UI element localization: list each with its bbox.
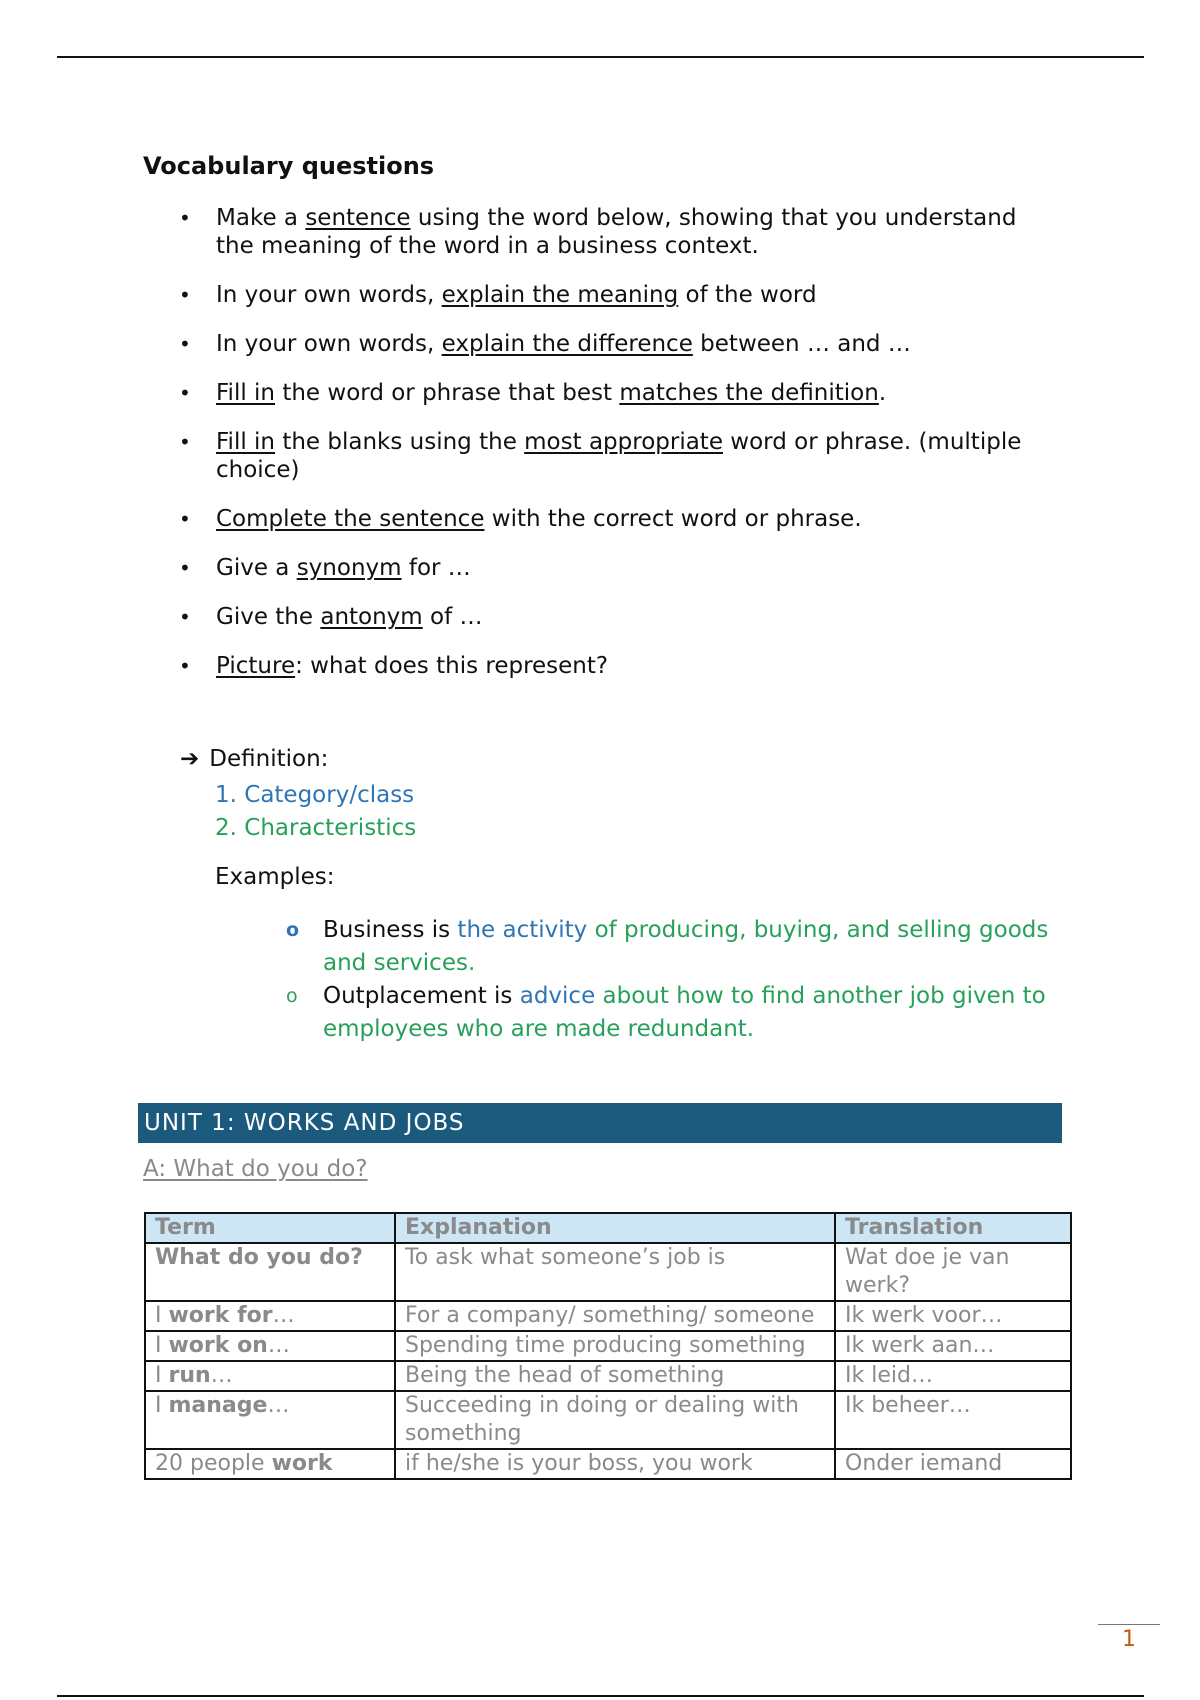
column-header-term: Term bbox=[145, 1213, 395, 1243]
examples-list bbox=[286, 914, 1076, 1046]
table-row bbox=[145, 1243, 1071, 1301]
bullet-icon: • bbox=[179, 654, 191, 678]
term-cell: I manage… bbox=[145, 1391, 395, 1449]
explanation-cell: For a company/ something/ someone bbox=[395, 1301, 835, 1331]
term-cell: I work on… bbox=[145, 1331, 395, 1361]
example-item: o Outplacement is advice about how to find another job given to employees who are made redundant. bbox=[286, 980, 1076, 1046]
translation-cell: Ik werk aan… bbox=[835, 1331, 1071, 1361]
bullet-icon: • bbox=[179, 605, 191, 629]
definition-part-category: 1. Category/class bbox=[215, 782, 415, 808]
definition-label: ➔ Definition: bbox=[180, 746, 329, 772]
list-item: • Make a sentence using the word below, showing that you understand the meaning of the word in a business context. bbox=[179, 205, 1017, 259]
section-heading: A: What do you do? bbox=[143, 1156, 368, 1182]
bullet-icon: • bbox=[179, 283, 191, 307]
table-row bbox=[145, 1301, 1071, 1331]
vocabulary-table bbox=[144, 1212, 1072, 1480]
column-header-translation: Translation bbox=[835, 1213, 1071, 1243]
bullet-icon: • bbox=[179, 430, 191, 454]
table-header-row bbox=[145, 1213, 1071, 1243]
unit-title-bar: UNIT 1: WORKS AND JOBS bbox=[138, 1103, 1062, 1143]
translation-cell: Wat doe je van werk? bbox=[835, 1243, 1071, 1301]
list-item: • Give a synonym for … bbox=[179, 555, 471, 581]
list-item: • In your own words, explain the meaning of the word bbox=[179, 282, 817, 308]
circle-bullet-icon: o bbox=[286, 985, 298, 1007]
list-item: • Fill in the blanks using the most appropriate word or phrase. (multiple choice) bbox=[179, 429, 1022, 483]
table-row bbox=[145, 1361, 1071, 1391]
bullet-icon: • bbox=[179, 556, 191, 580]
bullet-icon: • bbox=[179, 381, 191, 405]
explanation-cell: Being the head of something bbox=[395, 1361, 835, 1391]
list-item: • Give the antonym of … bbox=[179, 604, 483, 630]
definition-parts bbox=[215, 779, 416, 845]
table-row bbox=[145, 1391, 1071, 1449]
list-item: • Picture: what does this represent? bbox=[179, 653, 609, 679]
table-row bbox=[145, 1331, 1071, 1361]
bullet-icon: • bbox=[179, 507, 191, 531]
list-item: • Fill in the word or phrase that best matches the definition. bbox=[179, 380, 887, 406]
example-item: o Business is the activity of producing, buying, and selling goods and services. bbox=[286, 914, 1076, 980]
bullet-icon: • bbox=[179, 332, 191, 356]
term-cell: I work for… bbox=[145, 1301, 395, 1331]
list-item: • In your own words, explain the difference between … and … bbox=[179, 331, 911, 357]
term-cell: What do you do? bbox=[145, 1243, 395, 1301]
column-header-explanation: Explanation bbox=[395, 1213, 835, 1243]
explanation-cell: To ask what someone’s job is bbox=[395, 1243, 835, 1301]
translation-cell: Ik werk voor… bbox=[835, 1301, 1071, 1331]
arrow-right-icon: ➔ bbox=[180, 746, 200, 772]
page-number: 1 bbox=[1098, 1624, 1160, 1652]
translation-cell: Ik leid… bbox=[835, 1361, 1071, 1391]
header-rule bbox=[57, 56, 1144, 58]
circle-bullet-icon: o bbox=[286, 919, 300, 941]
explanation-cell: Succeeding in doing or dealing with something bbox=[395, 1391, 835, 1449]
table-row bbox=[145, 1449, 1071, 1479]
bullet-icon: • bbox=[179, 206, 191, 230]
footer-rule bbox=[57, 1695, 1144, 1697]
question-type-list bbox=[143, 204, 1043, 701]
page-heading: Vocabulary questions bbox=[143, 152, 435, 180]
term-cell: 20 people work bbox=[145, 1449, 395, 1479]
definition-part-characteristics: 2. Characteristics bbox=[215, 815, 417, 841]
explanation-cell: Spending time producing something bbox=[395, 1331, 835, 1361]
term-cell: I run… bbox=[145, 1361, 395, 1391]
translation-cell: Ik beheer… bbox=[835, 1391, 1071, 1449]
translation-cell: Onder iemand bbox=[835, 1449, 1071, 1479]
explanation-cell: if he/she is your boss, you work bbox=[395, 1449, 835, 1479]
list-item: • Complete the sentence with the correct word or phrase. bbox=[179, 506, 862, 532]
examples-label: Examples: bbox=[215, 864, 335, 890]
